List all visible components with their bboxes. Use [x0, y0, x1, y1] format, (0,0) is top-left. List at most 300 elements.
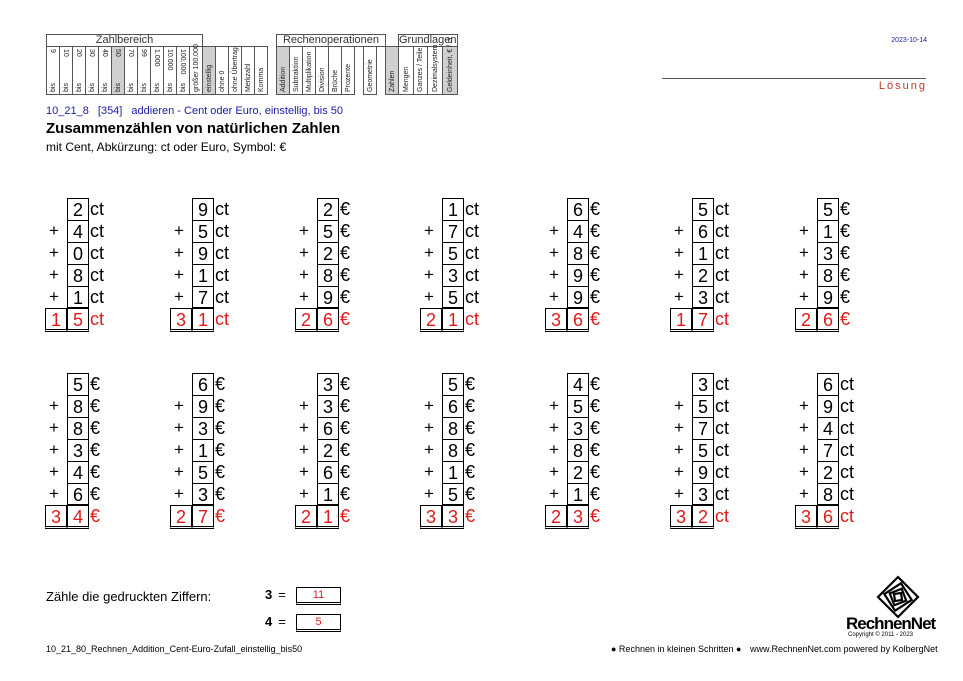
- result-digit-cell: 3: [442, 505, 464, 529]
- plus-sign: +: [49, 440, 59, 459]
- addend-row: [45, 439, 107, 461]
- plus-sign: +: [424, 484, 434, 503]
- digit-cell: 6: [817, 373, 839, 395]
- operation-cell-label: Multiplikation: [306, 51, 313, 92]
- group-grundlagen: Grundlagen: [399, 34, 457, 46]
- range-cell-label: bis: [141, 83, 148, 92]
- addend-row: [545, 395, 607, 417]
- addend-row: [170, 264, 232, 286]
- digit-cell: 1: [192, 439, 214, 461]
- addend-row: [420, 461, 482, 483]
- result-row: [795, 308, 857, 330]
- range-cell-value: 9: [49, 49, 56, 53]
- unit-label: €: [590, 396, 601, 416]
- result-row: [295, 505, 357, 527]
- digit-cell: 8: [67, 264, 89, 286]
- unit-label: ct: [715, 199, 730, 219]
- range-cell-label: größer 100.000: [193, 44, 200, 92]
- unit-label: €: [840, 199, 851, 219]
- unit-label: ct: [715, 243, 730, 263]
- addend-row: [795, 220, 857, 242]
- task-number: [354]: [97, 105, 123, 117]
- count-row: [265, 614, 286, 629]
- unit-label: €: [215, 440, 226, 460]
- result-digit-cell: 5: [67, 308, 89, 332]
- unit-label: €: [465, 440, 476, 460]
- result-unit-label: ct: [215, 309, 230, 329]
- exercise: [295, 373, 357, 527]
- unit-label: €: [340, 221, 351, 241]
- unit-label: ct: [840, 462, 855, 482]
- unit-label: ct: [840, 418, 855, 438]
- range-cell-label: bis: [102, 83, 109, 92]
- plus-sign: +: [674, 462, 684, 481]
- addend-row: [420, 395, 482, 417]
- result-digit-cell: 2: [420, 308, 442, 332]
- unit-label: €: [465, 374, 476, 394]
- digit-cell: 5: [192, 461, 214, 483]
- plus-sign: +: [49, 287, 59, 306]
- addend-row: [170, 417, 232, 439]
- feature-cell: [255, 47, 268, 95]
- plus-sign: +: [299, 484, 309, 503]
- unit-label: €: [840, 287, 851, 307]
- result-unit-label: ct: [715, 309, 730, 329]
- task-code-line: [46, 105, 349, 117]
- exercise: [420, 373, 482, 527]
- date: 2023-10-14: [891, 37, 927, 44]
- range-cell: [112, 47, 125, 95]
- addend-row: [45, 264, 107, 286]
- result-digit-cell: 1: [442, 308, 464, 332]
- addend-row: [420, 242, 482, 264]
- addend-row: [420, 417, 482, 439]
- operation-cell-label: Subtraktion: [293, 56, 300, 92]
- unit-label: €: [90, 418, 101, 438]
- addend-row: [795, 439, 857, 461]
- range-cell-label: bis: [180, 83, 187, 92]
- plus-sign: +: [299, 462, 309, 481]
- plus-sign: +: [799, 462, 809, 481]
- addend-row: [170, 220, 232, 242]
- result-digit-cell: 7: [192, 505, 214, 529]
- plus-sign: +: [299, 243, 309, 262]
- result-row: [670, 308, 732, 330]
- result-unit-label: ct: [90, 309, 105, 329]
- plus-sign: +: [549, 484, 559, 503]
- digit-cell: 5: [692, 395, 714, 417]
- plus-sign: +: [424, 396, 434, 415]
- basics-cell-label: Mengen: [402, 66, 410, 92]
- range-cell-value: 20: [75, 49, 82, 57]
- addend-row: [670, 483, 732, 505]
- unit-label: ct: [715, 440, 730, 460]
- range-cell: [138, 47, 151, 95]
- range-cell-label: bis: [76, 83, 83, 92]
- result-digit-cell: 6: [567, 308, 589, 332]
- digit-cell: 8: [442, 439, 464, 461]
- digit-cell: 1: [67, 286, 89, 308]
- result-row: [420, 505, 482, 527]
- operation-cell-label: Brüche: [332, 69, 339, 92]
- feature-cell: [216, 47, 229, 95]
- plus-sign: +: [799, 265, 809, 284]
- addend-row: [420, 286, 482, 308]
- digit-cell: 7: [192, 286, 214, 308]
- feature-cell: [203, 47, 216, 95]
- addend-row: [545, 483, 607, 505]
- range-cell-value: 99: [140, 49, 147, 57]
- addend-row: [795, 264, 857, 286]
- range-cell-value: 30: [88, 49, 95, 57]
- addend-row: [295, 242, 357, 264]
- digit-cell: 2: [567, 461, 589, 483]
- range-cell-value: 40: [101, 49, 108, 57]
- plus-sign: +: [49, 243, 59, 262]
- addend-row: [420, 264, 482, 286]
- unit-label: €: [340, 396, 351, 416]
- operation-cell: [342, 47, 355, 95]
- digit-cell: 1: [442, 198, 464, 220]
- digit-cell: 0: [67, 242, 89, 264]
- addend-row: [420, 220, 482, 242]
- result-row: [420, 308, 482, 330]
- result-unit-label: €: [465, 506, 476, 526]
- basics-cell-label: Zahlen: [389, 70, 396, 92]
- digit-cell: 5: [442, 373, 464, 395]
- result-digit-cell: 3: [795, 505, 817, 529]
- geometry-cell-label: Geometrie: [367, 59, 374, 92]
- result-unit-label: €: [215, 506, 226, 526]
- basics-cell-label: Geldeinheit, € / ct: [446, 37, 454, 92]
- result-row: [45, 308, 107, 330]
- digit-cell: 9: [317, 286, 339, 308]
- plus-sign: +: [549, 265, 559, 284]
- range-cell-label: bis: [154, 83, 161, 92]
- plus-sign: +: [174, 396, 184, 415]
- plus-sign: +: [49, 396, 59, 415]
- addend-row: [170, 483, 232, 505]
- result-digit-cell: 3: [567, 505, 589, 529]
- result-digit-cell: 3: [545, 308, 567, 332]
- digit-cell: 1: [692, 242, 714, 264]
- result-digit-cell: 6: [817, 505, 839, 529]
- result-digit-cell: 3: [420, 505, 442, 529]
- digit-cell: 6: [67, 483, 89, 505]
- unit-label: ct: [715, 484, 730, 504]
- result-digit-cell: 2: [170, 505, 192, 529]
- digit-cell: 1: [567, 483, 589, 505]
- range-cell-label: bis: [115, 83, 122, 92]
- unit-label: ct: [465, 287, 480, 307]
- addend-row: [420, 373, 482, 395]
- addend-row: [795, 242, 857, 264]
- exercise: [45, 373, 107, 527]
- addend-row: [670, 373, 732, 395]
- unit-label: €: [590, 287, 601, 307]
- digit-cell: 1: [192, 264, 214, 286]
- task-description: addieren - Cent oder Euro, einstellig, bis 50: [131, 105, 343, 117]
- addend-row: [670, 198, 732, 220]
- exercise: [670, 198, 732, 330]
- plus-sign: +: [299, 221, 309, 240]
- basics-cell: [386, 47, 399, 95]
- addend-row: [670, 286, 732, 308]
- digit-cell: 3: [692, 286, 714, 308]
- digit-cell: 9: [817, 395, 839, 417]
- addend-row: [45, 461, 107, 483]
- addend-row: [545, 439, 607, 461]
- unit-label: €: [840, 265, 851, 285]
- count-equals: =: [278, 614, 286, 629]
- digit-cell: 3: [692, 483, 714, 505]
- unit-label: ct: [90, 243, 105, 263]
- solution-divider: [662, 78, 926, 79]
- plus-sign: +: [799, 396, 809, 415]
- plus-sign: +: [549, 462, 559, 481]
- unit-label: ct: [715, 221, 730, 241]
- operation-cell-label: Prozente: [345, 63, 352, 92]
- exercise: [795, 198, 857, 330]
- unit-label: ct: [215, 243, 230, 263]
- feature-cell: [229, 47, 242, 95]
- plus-sign: +: [549, 287, 559, 306]
- digit-cell: 9: [692, 461, 714, 483]
- plus-sign: +: [299, 265, 309, 284]
- digit-cell: 3: [317, 373, 339, 395]
- digit-cell: 9: [567, 286, 589, 308]
- result-row: [670, 505, 732, 527]
- plus-sign: +: [424, 221, 434, 240]
- unit-label: €: [590, 243, 601, 263]
- addend-row: [295, 286, 357, 308]
- plus-sign: +: [674, 440, 684, 459]
- result-digit-cell: 1: [192, 308, 214, 332]
- feature-cell-label: Komma: [258, 67, 265, 92]
- feature-cell: [242, 47, 255, 95]
- digit-cell: 2: [817, 461, 839, 483]
- footer-slogan: ● Rechnen in kleinen Schritten ●: [611, 644, 742, 654]
- result-digit-cell: 6: [317, 308, 339, 332]
- geometry-cell: [364, 47, 377, 95]
- plus-sign: +: [299, 396, 309, 415]
- digit-cell: 3: [817, 242, 839, 264]
- spacer: [355, 47, 364, 95]
- addend-row: [45, 198, 107, 220]
- digit-cell: 6: [317, 417, 339, 439]
- addend-row: [295, 395, 357, 417]
- unit-label: ct: [715, 396, 730, 416]
- digit-cell: 8: [67, 395, 89, 417]
- plus-sign: +: [49, 462, 59, 481]
- plus-sign: +: [299, 440, 309, 459]
- exercise: [170, 198, 232, 330]
- plus-sign: +: [674, 418, 684, 437]
- digit-cell: 6: [317, 461, 339, 483]
- exercise: [295, 198, 357, 330]
- plus-sign: +: [299, 418, 309, 437]
- result-unit-label: €: [590, 506, 601, 526]
- exercise: [795, 373, 857, 527]
- unit-label: €: [90, 396, 101, 416]
- unit-label: ct: [465, 265, 480, 285]
- count-equals: =: [278, 587, 286, 602]
- addend-row: [795, 286, 857, 308]
- unit-label: ct: [215, 199, 230, 219]
- unit-label: €: [90, 374, 101, 394]
- unit-label: €: [215, 462, 226, 482]
- plus-sign: +: [424, 243, 434, 262]
- plus-sign: +: [174, 243, 184, 262]
- count-digit: 4: [265, 614, 273, 629]
- unit-label: €: [215, 396, 226, 416]
- unit-label: ct: [465, 199, 480, 219]
- range-cell: [47, 47, 60, 95]
- unit-label: ct: [90, 199, 105, 219]
- addend-row: [295, 264, 357, 286]
- digit-cell: 9: [817, 286, 839, 308]
- unit-label: €: [215, 374, 226, 394]
- unit-label: €: [340, 287, 351, 307]
- plus-sign: +: [49, 484, 59, 503]
- footer-site: www.RechnenNet.com powered by KolbergNet: [750, 644, 938, 654]
- digit-cell: 8: [817, 264, 839, 286]
- addend-row: [545, 373, 607, 395]
- spacer: [377, 47, 386, 95]
- addend-row: [295, 417, 357, 439]
- range-cell: [73, 47, 86, 95]
- addend-row: [295, 373, 357, 395]
- range-cell-label: bis: [50, 83, 57, 92]
- result-digit-cell: 7: [692, 308, 714, 332]
- feature-cell-label: einstellig: [206, 64, 213, 92]
- digit-cell: 5: [692, 439, 714, 461]
- addend-row: [795, 198, 857, 220]
- plus-sign: +: [49, 265, 59, 284]
- plus-sign: +: [674, 221, 684, 240]
- basics-cell: [399, 47, 414, 95]
- result-unit-label: €: [840, 309, 851, 329]
- result-unit-label: €: [590, 309, 601, 329]
- result-row: [170, 505, 232, 527]
- plus-sign: +: [174, 265, 184, 284]
- plus-sign: +: [49, 418, 59, 437]
- addend-row: [545, 220, 607, 242]
- range-cell: [60, 47, 73, 95]
- plus-sign: +: [424, 418, 434, 437]
- digit-cell: 1: [817, 220, 839, 242]
- basics-cell: [428, 44, 443, 95]
- unit-label: €: [590, 418, 601, 438]
- result-row: [545, 505, 607, 527]
- addend-row: [670, 439, 732, 461]
- unit-label: ct: [90, 221, 105, 241]
- digit-cell: 6: [567, 198, 589, 220]
- unit-label: ct: [715, 287, 730, 307]
- operation-cell: [277, 47, 290, 95]
- unit-label: ct: [715, 265, 730, 285]
- addend-row: [170, 242, 232, 264]
- addend-row: [45, 220, 107, 242]
- unit-label: €: [590, 374, 601, 394]
- unit-label: €: [340, 440, 351, 460]
- page-title: Zusammenzählen von natürlichen Zahlen: [46, 120, 341, 137]
- unit-label: ct: [215, 221, 230, 241]
- digit-cell: 8: [67, 417, 89, 439]
- result-digit-cell: 6: [817, 308, 839, 332]
- addend-row: [295, 439, 357, 461]
- result-digit-cell: 2: [545, 505, 567, 529]
- range-cell-value: 100.000: [179, 49, 186, 75]
- count-answer-box: 5: [296, 614, 341, 632]
- unit-label: €: [465, 396, 476, 416]
- basics-cell: [442, 37, 457, 95]
- basics-cell-label: Ganzes / Teile: [417, 47, 425, 92]
- plus-sign: +: [549, 418, 559, 437]
- digit-cell: 2: [67, 198, 89, 220]
- unit-label: €: [340, 374, 351, 394]
- result-digit-cell: 1: [670, 308, 692, 332]
- unit-label: €: [340, 462, 351, 482]
- result-unit-label: ct: [465, 309, 480, 329]
- addend-row: [45, 286, 107, 308]
- solution-label: Lösung: [878, 80, 927, 92]
- digit-cell: 5: [442, 242, 464, 264]
- plus-sign: +: [549, 440, 559, 459]
- plus-sign: +: [49, 221, 59, 240]
- operation-cell-label: Addition: [280, 66, 287, 92]
- range-cell-value: 50: [114, 49, 121, 57]
- range-cell-label: bis: [89, 83, 96, 92]
- range-cell-label: bis: [167, 83, 174, 92]
- logo-name: RechnenNet: [846, 614, 936, 633]
- unit-label: ct: [715, 374, 730, 394]
- feature-cell-label: Merkzahl: [245, 63, 252, 92]
- feature-cell-label: ohne 0: [219, 70, 226, 92]
- digit-cell: 5: [192, 220, 214, 242]
- addend-row: [545, 461, 607, 483]
- footer-filename: 10_21_80_Rechnen_Addition_Cent-Euro-Zufall_einstellig_bis50: [46, 644, 303, 654]
- addend-row: [670, 395, 732, 417]
- unit-label: €: [590, 440, 601, 460]
- feature-cell-label: ohne Übertrag: [232, 47, 239, 92]
- result-digit-cell: 3: [170, 308, 192, 332]
- task-code: 10_21_8: [46, 105, 89, 117]
- digit-cell: 2: [317, 242, 339, 264]
- plus-sign: +: [424, 462, 434, 481]
- result-row: [545, 308, 607, 330]
- unit-label: ct: [840, 440, 855, 460]
- plus-sign: +: [549, 396, 559, 415]
- unit-label: €: [840, 221, 851, 241]
- unit-label: ct: [715, 462, 730, 482]
- plus-sign: +: [174, 287, 184, 306]
- result-digit-cell: 2: [295, 308, 317, 332]
- range-cell-value: 70: [127, 49, 134, 57]
- result-unit-label: €: [90, 506, 101, 526]
- unit-label: ct: [90, 265, 105, 285]
- plus-sign: +: [799, 484, 809, 503]
- plus-sign: +: [674, 396, 684, 415]
- digit-cell: 6: [192, 373, 214, 395]
- unit-label: €: [340, 243, 351, 263]
- digit-cell: 2: [317, 198, 339, 220]
- addend-row: [795, 461, 857, 483]
- result-digit-cell: 1: [45, 308, 67, 332]
- unit-label: ct: [215, 287, 230, 307]
- plus-sign: +: [174, 462, 184, 481]
- addend-row: [545, 242, 607, 264]
